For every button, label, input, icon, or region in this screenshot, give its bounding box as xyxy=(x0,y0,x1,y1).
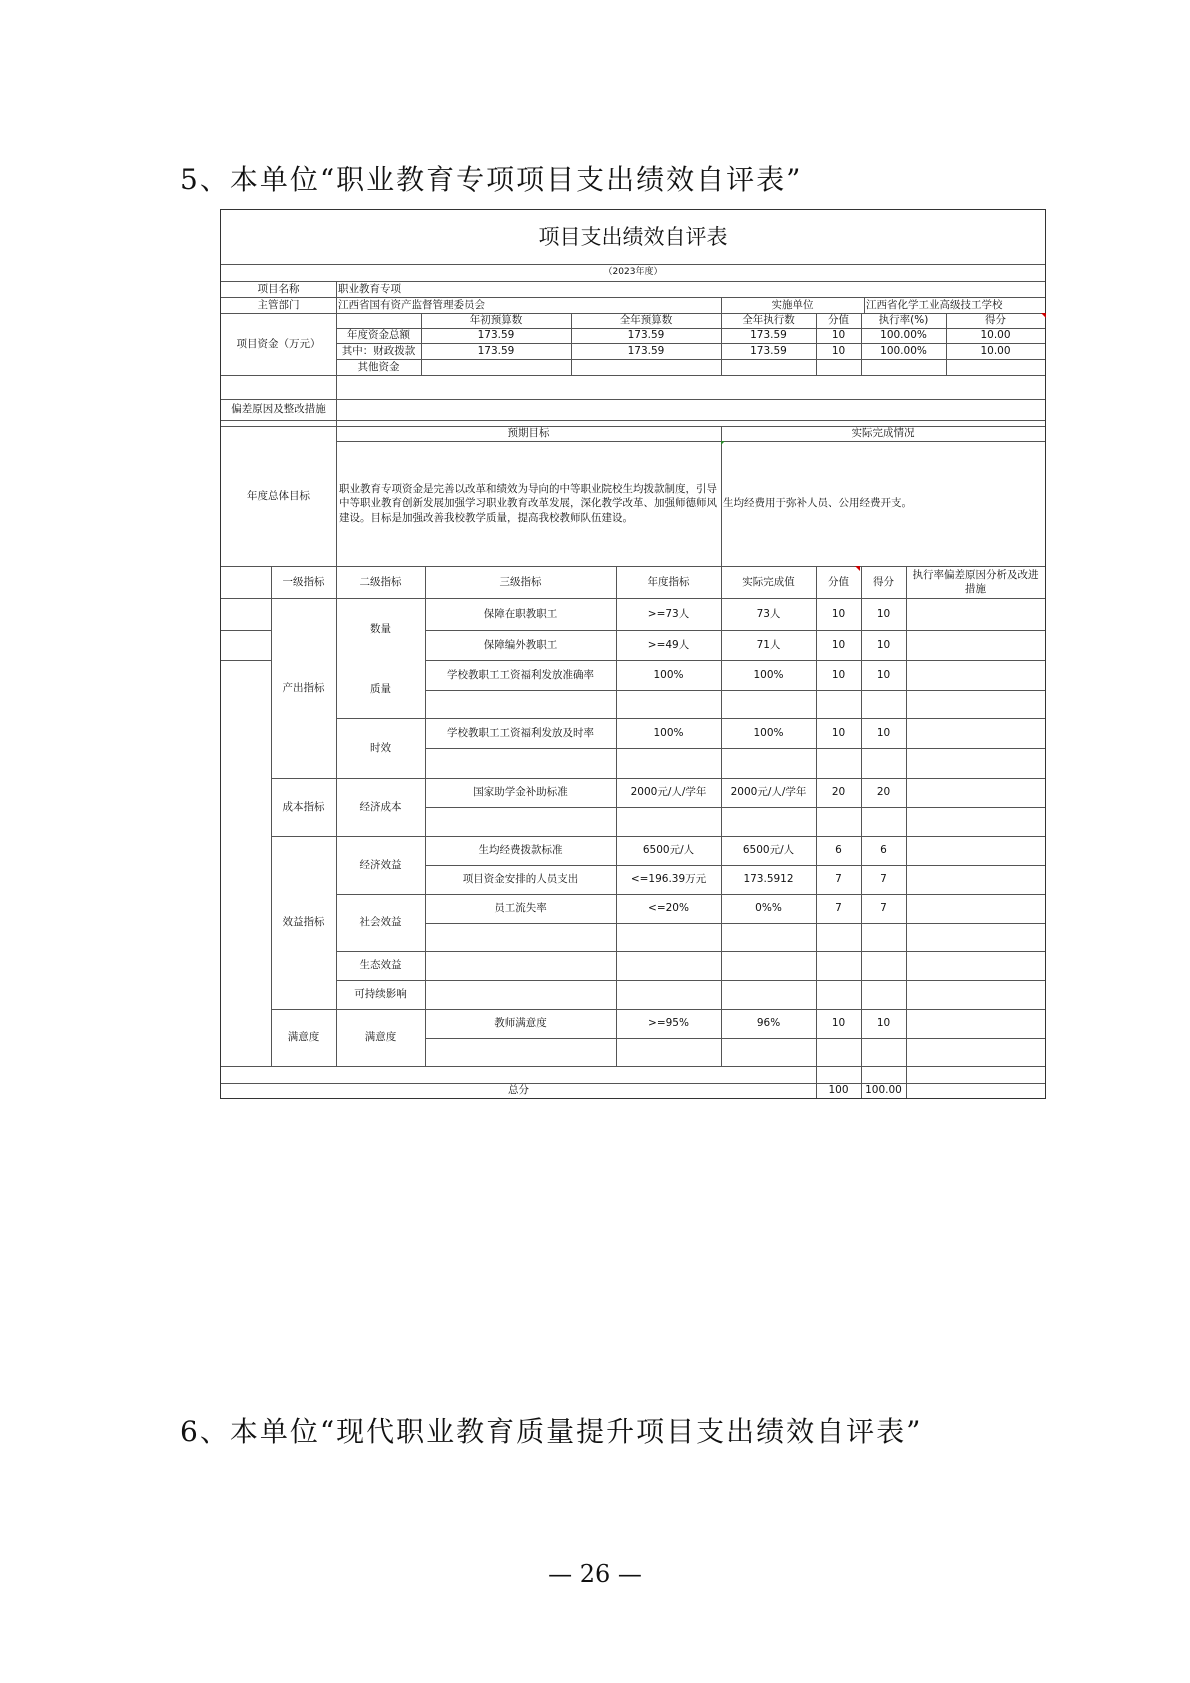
section-heading-6: 6、本单位“现代职业教育质量提升项目支出绩效自评表” xyxy=(180,1415,923,1448)
header-deviation-analysis: 执行率偏差原因分析及改进措施 xyxy=(912,568,1039,595)
fund-row-total-executed: 173.59 xyxy=(750,329,787,342)
total-got: 100.00 xyxy=(865,1084,902,1097)
indicator-row-7-target: <=196.39万元 xyxy=(630,873,707,886)
indicator-row-1-got: 10 xyxy=(876,607,891,620)
fund-row-fiscal-rate: 100.00% xyxy=(880,344,927,357)
grid-line xyxy=(221,399,1045,400)
indicator-row-2-l3: 保障编外教职工 xyxy=(483,638,558,651)
indicator-row-9-actual: 96% xyxy=(756,1017,781,1030)
grid-line xyxy=(816,951,817,1009)
grid-line xyxy=(336,980,1045,981)
level2-sustainable-impact: 可持续影响 xyxy=(354,988,407,1001)
level2-quantity: 数量 xyxy=(370,622,391,635)
fund-header-annual: 全年预算数 xyxy=(619,314,673,327)
indicator-row-2-target: >=49人 xyxy=(647,638,690,651)
header-actual: 实际完成值 xyxy=(742,575,795,588)
grid-line xyxy=(425,923,1045,924)
level2-timeliness: 时效 xyxy=(370,741,391,754)
indicator-row-3-target: 100% xyxy=(653,668,684,681)
grid-line xyxy=(906,951,907,1009)
indicator-row-8-target: <=20% xyxy=(648,902,689,915)
total-label: 总分 xyxy=(508,1084,529,1097)
grid-line xyxy=(221,1066,1045,1067)
indicator-row-4-got: 10 xyxy=(876,726,891,739)
cell-marker xyxy=(721,441,725,445)
indicator-row-8-got: 7 xyxy=(880,902,887,915)
section-heading-5: 5、本单位“职业教育专项项目支出绩效自评表” xyxy=(180,163,803,196)
header-got: 得分 xyxy=(873,575,894,588)
indicator-row-6-got: 6 xyxy=(880,844,887,857)
indicator-row-3-actual: 100% xyxy=(753,668,784,681)
grid-line xyxy=(425,807,1045,808)
grid-line xyxy=(425,690,1045,691)
fund-row-total-got: 10.00 xyxy=(980,329,1011,342)
grid-line xyxy=(221,375,1045,376)
comment-marker xyxy=(1041,313,1046,318)
project-name-value: 职业教育专项 xyxy=(338,282,401,295)
grid-line xyxy=(336,951,1045,952)
impl-value: 江西省化学工业高级技工学校 xyxy=(866,298,1003,311)
level2-satisfaction: 满意度 xyxy=(364,1031,397,1044)
fund-header-score: 分值 xyxy=(828,314,849,327)
table-title: 项目支出绩效自评表 xyxy=(538,224,728,249)
indicator-row-8-actual: 0%% xyxy=(755,902,782,915)
grid-line xyxy=(721,951,722,1009)
level2-ecological-benefit: 生态效益 xyxy=(359,959,402,972)
level1-cost: 成本指标 xyxy=(282,800,325,813)
deviation-label: 偏差原因及整改措施 xyxy=(231,403,326,416)
grid-line xyxy=(906,598,907,951)
indicator-row-1-target: >=73人 xyxy=(647,607,690,620)
level1-satisfaction: 满意度 xyxy=(287,1031,320,1044)
fund-row-fiscal-executed: 173.59 xyxy=(750,344,787,357)
fund-row-fiscal-got: 10.00 xyxy=(980,344,1011,357)
indicator-row-4-l3: 学校教职工工资福利发放及时率 xyxy=(447,726,594,739)
performance-self-evaluation-table xyxy=(220,209,1046,1099)
dept-value: 江西省国有资产监督管理委员会 xyxy=(338,298,485,311)
fund-header-got: 得分 xyxy=(985,314,1006,327)
indicator-row-9-got: 10 xyxy=(876,1017,891,1030)
fund-header-rate: 执行率(%) xyxy=(878,314,929,327)
indicator-row-6-score: 6 xyxy=(835,844,842,857)
grid-line xyxy=(425,951,426,1009)
dept-label: 主管部门 xyxy=(257,298,300,311)
fund-row-fiscal-score: 10 xyxy=(831,344,846,357)
indicator-row-5-target: 2000元/人/学年 xyxy=(630,786,707,799)
page-number: — 26 — xyxy=(548,1560,642,1588)
fund-header-initial: 年初预算数 xyxy=(469,314,523,327)
grid-line xyxy=(861,951,862,1009)
fund-row-fiscal-annual: 173.59 xyxy=(627,344,665,357)
indicator-row-1-actual: 73人 xyxy=(756,607,781,620)
indicator-row-5-l3: 国家助学金补助标准 xyxy=(473,786,568,799)
goal-label: 年度总体目标 xyxy=(247,489,310,502)
indicator-row-6-l3: 生均经费拨款标准 xyxy=(478,844,563,857)
impl-label: 实施单位 xyxy=(771,298,814,311)
level1-benefit: 效益指标 xyxy=(282,916,325,929)
fund-row-total-label: 年度资金总额 xyxy=(347,329,410,342)
grid-line xyxy=(906,1066,907,1098)
indicator-row-6-actual: 6500元/人 xyxy=(742,844,795,857)
indicator-row-8-score: 7 xyxy=(835,902,842,915)
fund-row-total-rate: 100.00% xyxy=(880,329,927,342)
indicator-row-5-got: 20 xyxy=(876,786,891,799)
indicator-row-1-l3: 保障在职教职工 xyxy=(483,607,558,620)
indicator-row-2-actual: 71人 xyxy=(756,638,781,651)
actual-completion-text: 生均经费用于弥补人员、公用经费开支。 xyxy=(723,497,912,510)
fund-header-executed: 全年执行数 xyxy=(742,314,795,327)
level1-output: 产出指标 xyxy=(282,681,325,694)
expected-goal-text: 职业教育专项资金是完善以改革和绩效为导向的中等职业院校生均拨款制度，引导中等职业教育创新发展加强学习职业教育改革发展，深化教学改革、加强师德师风建设。目标是加强改善我校教学质量，提高我校教师队伍建设。 xyxy=(339,483,717,524)
indicator-row-7-got: 7 xyxy=(880,873,887,886)
grid-line xyxy=(906,1009,907,1066)
header-score: 分值 xyxy=(828,575,849,588)
fund-row-fiscal-initial: 173.59 xyxy=(477,344,515,357)
indicator-row-4-target: 100% xyxy=(653,726,684,739)
indicator-row-2-got: 10 xyxy=(876,638,891,651)
level2-economic-cost: 经济成本 xyxy=(359,800,402,813)
header-level1: 一级指标 xyxy=(282,575,325,588)
grid-line xyxy=(221,660,271,661)
indicator-row-1-score: 10 xyxy=(831,607,846,620)
fund-label: 项目资金（万元） xyxy=(236,337,321,350)
indicator-row-5-score: 20 xyxy=(831,786,846,799)
indicator-row-9-l3: 教师满意度 xyxy=(494,1017,547,1030)
indicator-row-7-actual: 173.5912 xyxy=(743,873,794,886)
total-score: 100 xyxy=(828,1084,849,1097)
header-level3: 三级指标 xyxy=(499,575,542,588)
indicator-row-4-actual: 100% xyxy=(753,726,784,739)
level2-social-benefit: 社会效益 xyxy=(359,916,402,929)
project-name-label: 项目名称 xyxy=(257,282,300,295)
indicator-row-3-score: 10 xyxy=(831,668,846,681)
grid-line xyxy=(221,630,271,631)
level2-quality: 质量 xyxy=(370,682,391,695)
indicator-row-8-l3: 员工流失率 xyxy=(494,902,547,915)
grid-line xyxy=(425,1038,1045,1039)
grid-line xyxy=(616,951,617,1009)
indicator-row-3-got: 10 xyxy=(876,668,891,681)
fund-row-other-label: 其他资金 xyxy=(357,360,400,373)
comment-marker xyxy=(855,566,860,571)
indicator-row-3-l3: 学校教职工工资福利发放准确率 xyxy=(447,668,594,681)
fund-row-total-score: 10 xyxy=(831,329,846,342)
indicator-row-9-score: 10 xyxy=(831,1017,846,1030)
indicator-row-4-score: 10 xyxy=(831,726,846,739)
fund-row-total-annual: 173.59 xyxy=(627,329,665,342)
actual-completion-header: 实际完成情况 xyxy=(851,427,915,440)
grid-line xyxy=(425,748,1045,749)
indicator-row-7-score: 7 xyxy=(835,873,842,886)
fund-row-fiscal-label: 其中：财政拨款 xyxy=(341,344,416,357)
indicator-row-6-target: 6500元/人 xyxy=(642,844,695,857)
header-level2: 二级指标 xyxy=(359,575,402,588)
indicator-row-7-l3: 项目资金安排的人员支出 xyxy=(462,873,579,886)
level2-economic-benefit: 经济效益 xyxy=(359,858,402,871)
grid-line xyxy=(221,420,1045,421)
indicator-row-5-actual: 2000元/人/学年 xyxy=(730,786,807,799)
header-target: 年度指标 xyxy=(647,575,690,588)
fund-row-total-initial: 173.59 xyxy=(477,329,515,342)
expected-goal-header: 预期目标 xyxy=(507,427,550,440)
indicator-row-2-score: 10 xyxy=(831,638,846,651)
grid-line xyxy=(336,359,1045,360)
table-year: （2023年度） xyxy=(603,267,663,278)
indicator-row-9-target: >=95% xyxy=(648,1017,689,1030)
